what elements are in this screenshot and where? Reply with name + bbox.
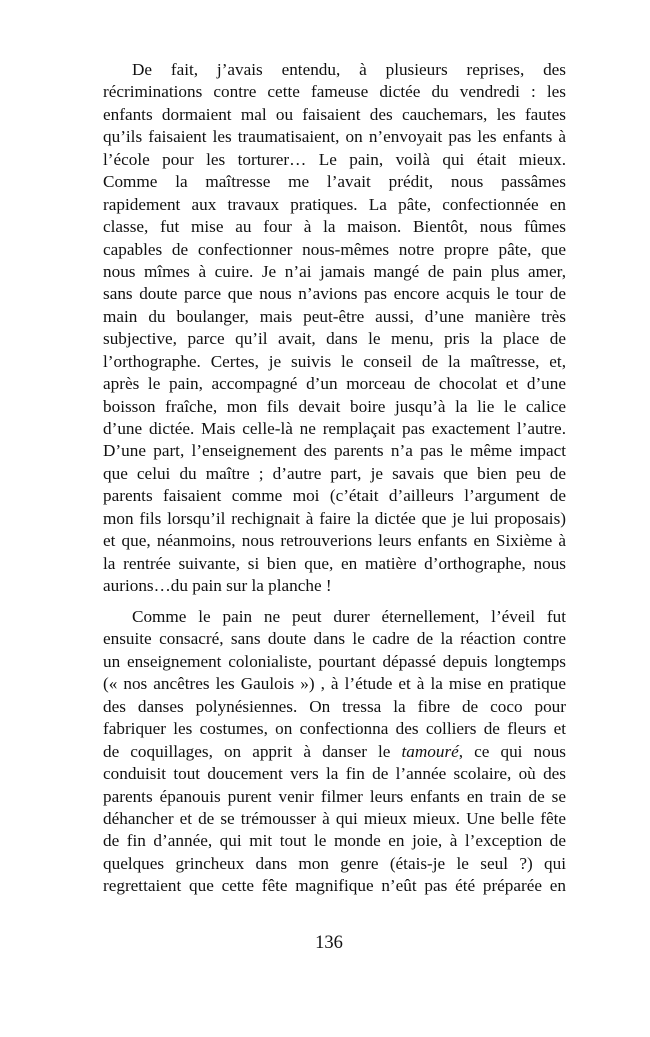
text-segment: de coquillages, on apprit à danser le — [103, 741, 402, 761]
text-line: qu’ils faisaient les traumatisaient, on n’envoyait pas les enfants à — [103, 127, 566, 147]
text-line: que celui du maître ; d’autre part, je savais que bien peu de — [103, 463, 566, 483]
text-line: sans doute parce que nous n’avions pas encore acquis le tour de — [103, 284, 566, 304]
text-line: fabriquer les costumes, on confectionna des colliers de fleurs et — [103, 719, 566, 739]
text-line: des danses polynésiennes. On tressa la fibre de coco pour — [103, 696, 566, 716]
text-line: Comme la maîtresse me l’avait prédit, nous passâmes — [103, 172, 566, 192]
text-line: ensuite consacré, sans doute dans le cadre de la réaction contre — [103, 629, 566, 649]
text-line: l’orthographe. Certes, je suivis le conseil de la maîtresse, et, — [103, 351, 566, 371]
text-line: quelques grincheux dans mon genre (étais-je le seul ?) qui — [103, 853, 566, 873]
text-line: main du boulanger, mais peut-être aussi, d’une manière très — [103, 306, 566, 326]
italic-term: tamouré — [401, 741, 459, 761]
paragraph-2 — [103, 606, 566, 898]
text-line: classe, fut mise au four à la maison. Bientôt, nous fûmes — [103, 217, 566, 237]
text-line: Comme le pain ne peut durer éternellement, l’éveil fut — [132, 607, 566, 626]
paragraph-1 — [103, 59, 566, 598]
text-line: De fait, j’avais entendu, à plusieurs reprises, des — [132, 60, 566, 79]
text-line: D’une part, l’enseignement des parents n’a pas le même impact — [103, 441, 566, 461]
text-segment: , ce qui nous — [458, 741, 566, 761]
text-line: aurions…du pain sur la planche ! — [103, 576, 332, 596]
text-line: regrettaient que cette fête magnifique n’eût pas été préparée en — [103, 876, 566, 896]
text-line: déhancher et de se trémousser à qui mieux mieux. Une belle fête — [103, 808, 566, 828]
text-line: conduisit tout doucement vers la fin de l’année scolaire, où des — [103, 764, 566, 784]
text-line: un enseignement colonialiste, pourtant dépassé depuis longtemps — [103, 651, 566, 671]
text-line: capables de confectionner nous-mêmes notre propre pâte, que — [103, 239, 566, 259]
text-line: l’école pour les torturer… Le pain, voilà qui était mieux. — [103, 149, 566, 169]
text-line: mon fils lorsqu’il rechignait à faire la dictée que je lui proposais) — [103, 508, 566, 528]
text-line: enfants dormaient mal ou faisaient des cauchemars, les fautes — [103, 104, 566, 124]
text-line: de fin d’année, qui mit tout le monde en joie, à l’exception de — [103, 831, 566, 851]
text-line: après le pain, accompagné d’un morceau de chocolat et d’une — [103, 374, 566, 394]
text-line: récriminations contre cette fameuse dictée du vendredi : les — [103, 82, 566, 102]
text-line: rapidement aux travaux pratiques. La pâte, confectionnée en — [103, 194, 566, 214]
text-line: nous mîmes à cuire. Je n’ai jamais mangé de pain plus amer, — [103, 261, 566, 281]
text-line: subjective, parce qu’il avait, dans le menu, pris la place de — [103, 329, 566, 349]
text-line: boisson fraîche, mon fils devait boire jusqu’à la lie le calice — [103, 396, 566, 416]
text-line: d’une dictée. Mais celle-là ne remplaçait pas exactement l’autre. — [103, 419, 566, 438]
text-line — [103, 741, 566, 763]
text-line: (« nos ancêtres les Gaulois ») , à l’étude et à la mise en pratique — [103, 674, 566, 694]
text-line: parents épanouis purent venir filmer leurs enfants en train de se — [103, 786, 566, 806]
text-line: et que, néanmoins, nous retrouverions leurs enfants en Sixième à — [103, 531, 566, 551]
page-number: 136 — [315, 933, 343, 953]
text-line: parents faisaient comme moi (c’était d’ailleurs l’argument de — [103, 486, 566, 506]
text-line: la rentrée suivante, si bien que, en matière d’orthographe, nous — [103, 553, 566, 573]
